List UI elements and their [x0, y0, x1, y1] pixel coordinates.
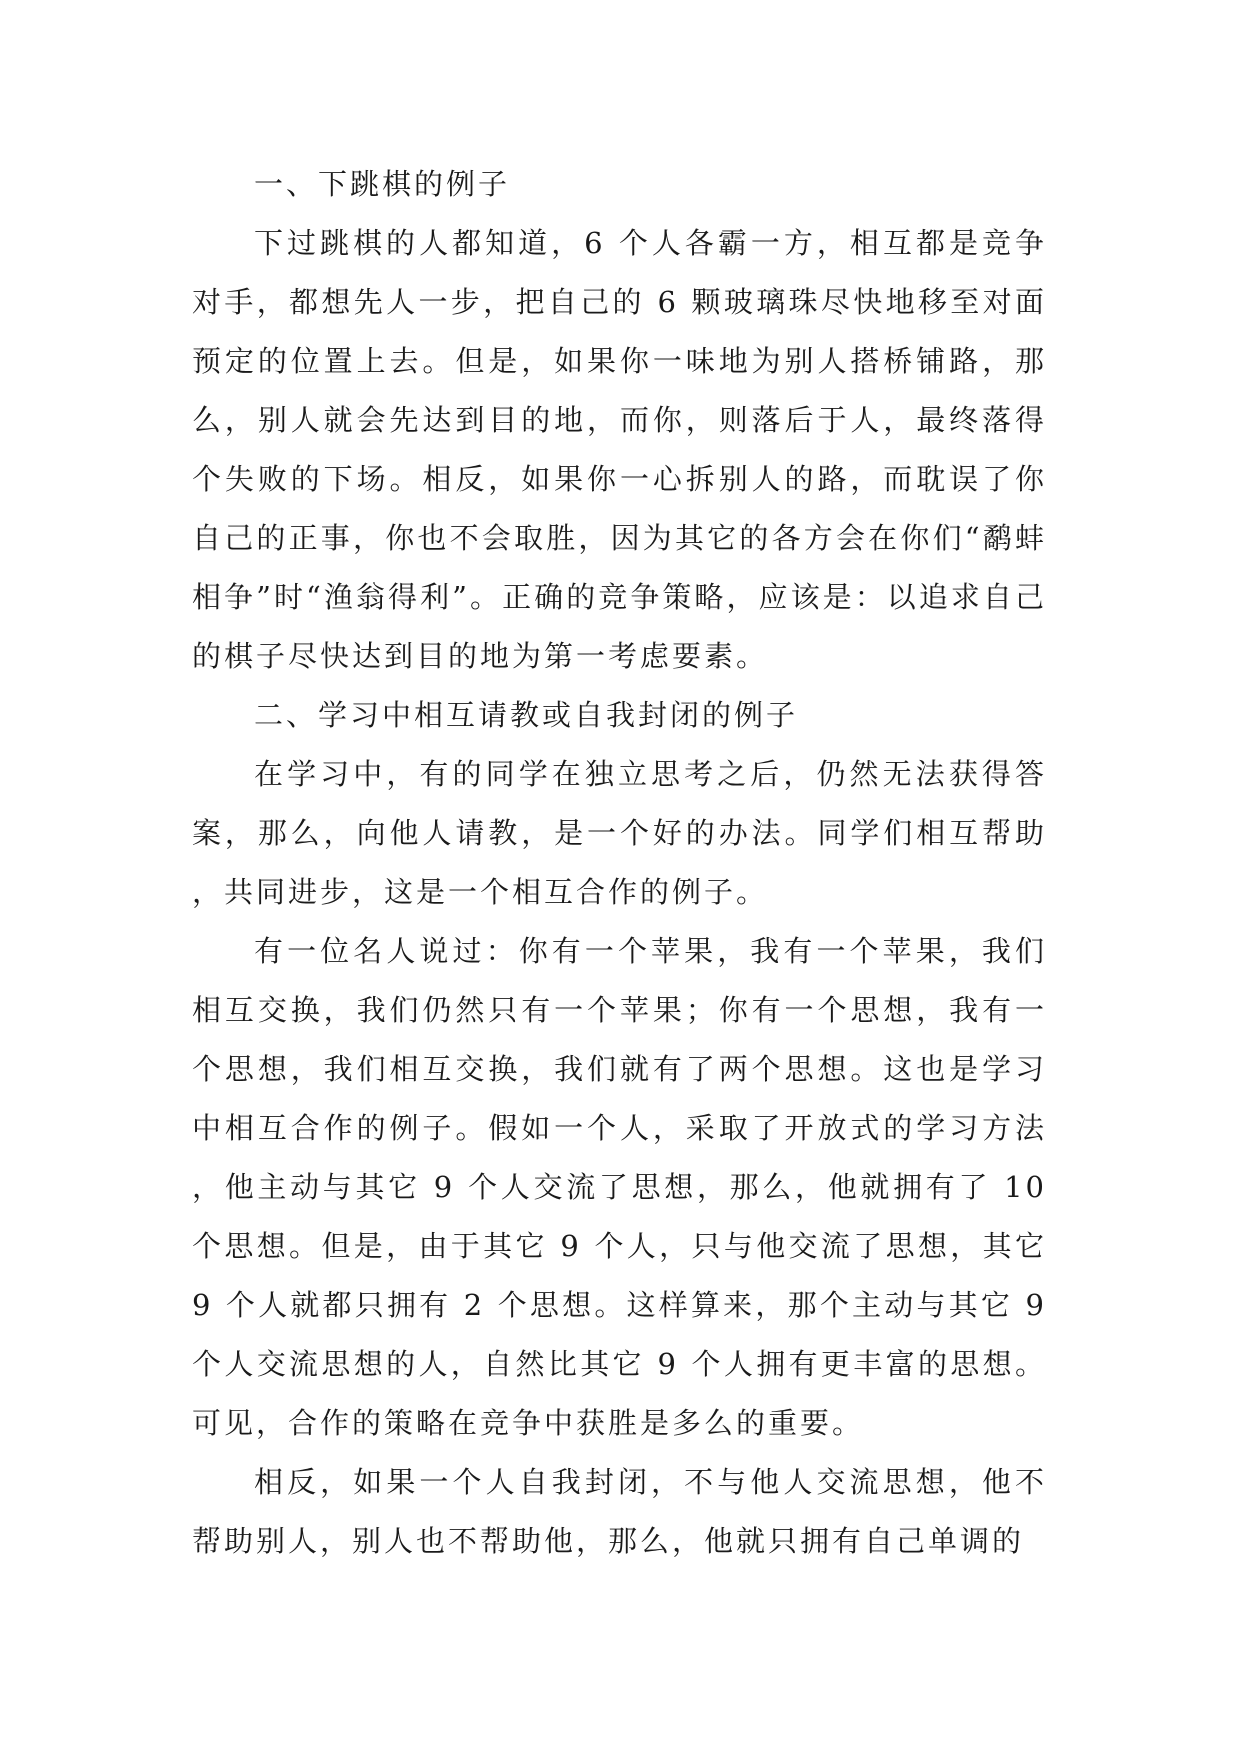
paragraph-checkers: 下过跳棋的人都知道，6 个人各霸一方，相互都是竞争对手，都想先人一步，把自己的 6 颗玻璃珠尽快地移至对面预定的位置上去。但是，如果你一味地为别人搭桥铺路，那么，别人就会先达到目的地，而你，则落后于人，最终落得个失败的下场。相反，如果你一心拆别人的路，而耽误了你自己的正事，你也不会取胜，因为其它的各方会在你们“鹬蚌相争”时“渔翁得利”。正确的竞争策略，应该是：以追求自己的棋子尽快达到目的地为第一考虑要素。: [192, 226, 1047, 673]
paragraph-apple-quote: 有一位名人说过：你有一个苹果，我有一个苹果，我们相互交换，我们仍然只有一个苹果；你有一个思想，我有一个思想，我们相互交换，我们就有了两个思想。这也是学习中相互合作的例子。假如一个人，采取了开放式的学习方法，他主动与其它 9 个人交流了思想，那么，他就拥有了 10 个思想。但是，由于其它 9 个人，只与他交流了思想，其它 9 个人就都只拥有 2 个思想。这样算来，那个主动与其它 9 个人交流思想的人，自然比其它 9 个人拥有更丰富的思想。可见，合作的策略在竞争中获胜是多么的重要。: [192, 934, 1047, 1440]
section-heading-1: 一、下跳棋的例子: [254, 167, 511, 201]
document-body: [192, 155, 1047, 1571]
paragraph-asking-others: 在学习中，有的同学在独立思考之后，仍然无法获得答案，那么，向他人请教，是一个好的办法。同学们相互帮助，共同进步，这是一个相互合作的例子。: [192, 757, 1047, 909]
paragraph-self-isolation: 相反，如果一个人自我封闭，不与他人交流思想，他不帮助别人，别人也不帮助他，那么，他就只拥有自己单调的: [192, 1465, 1047, 1558]
section-heading-2: 二、学习中相互请教或自我封闭的例子: [254, 698, 799, 732]
